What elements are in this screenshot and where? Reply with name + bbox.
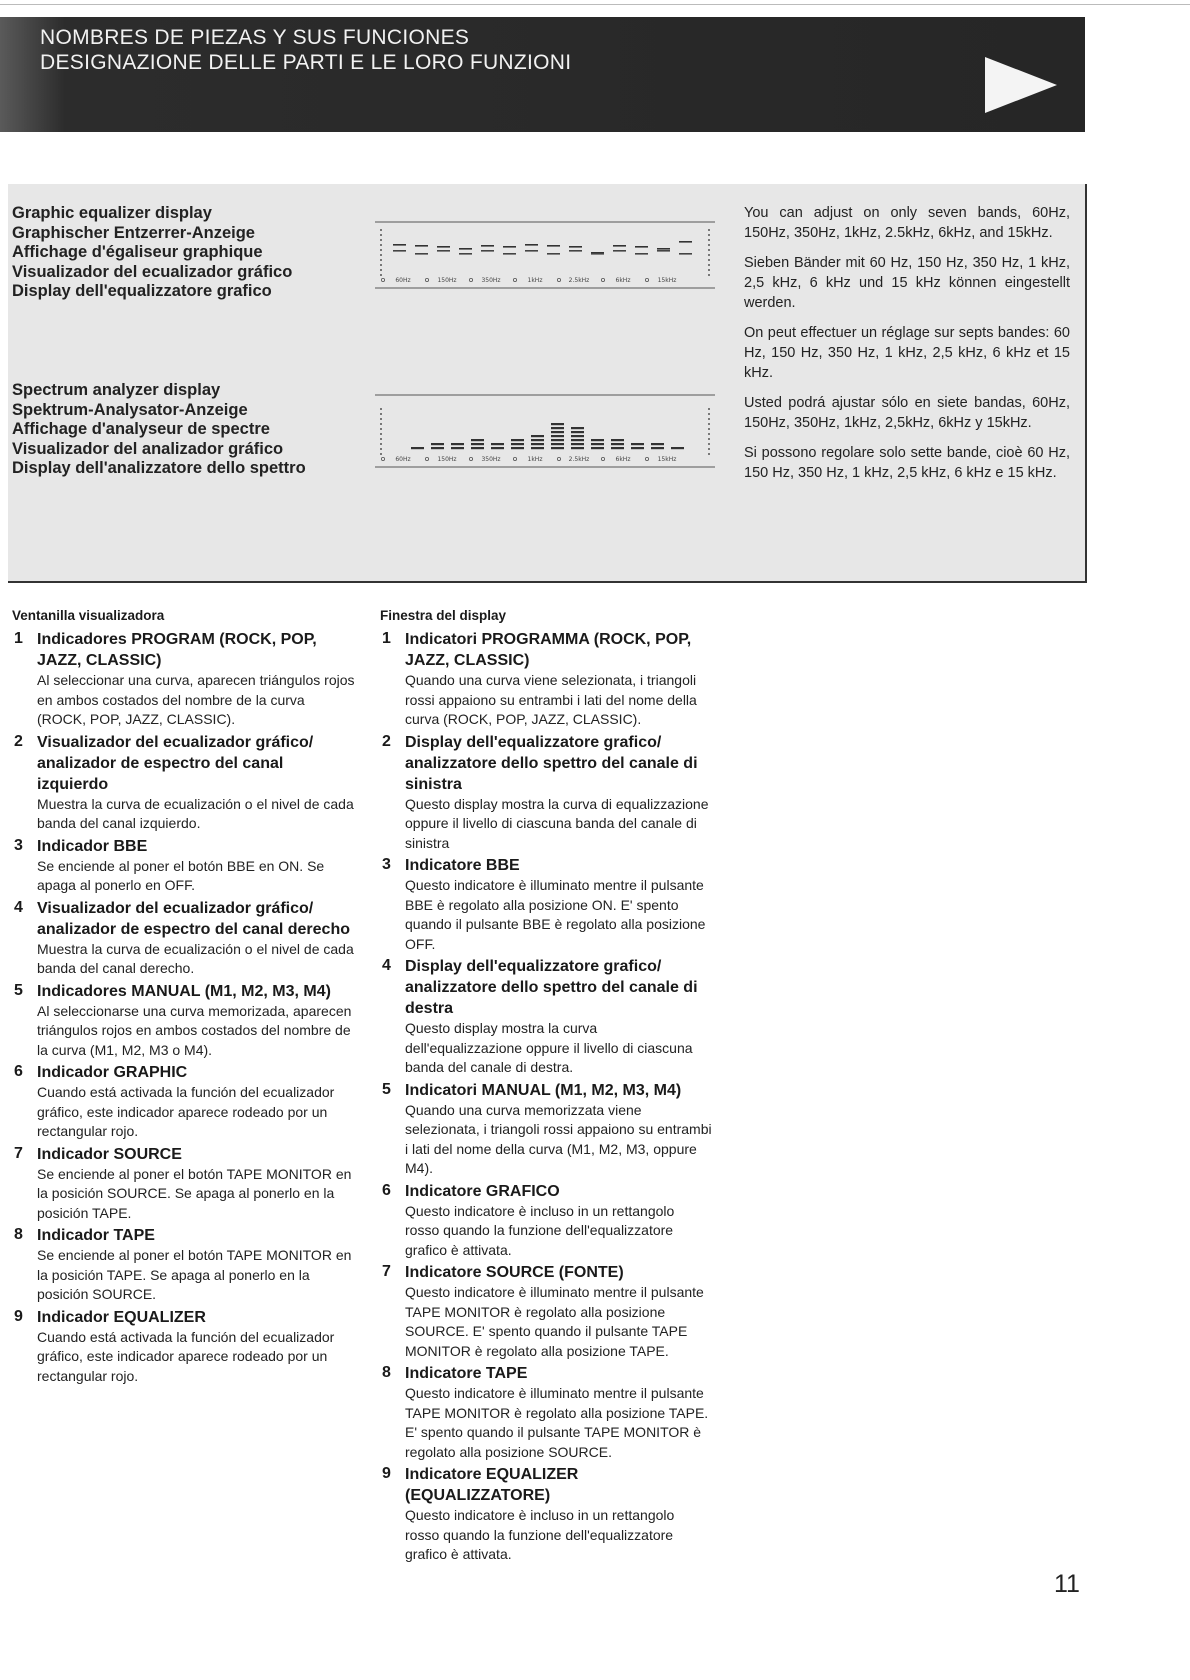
spectrum-segment [471, 439, 484, 441]
item-number: 4 [382, 957, 391, 974]
item-number: 3 [382, 856, 391, 873]
scale-dot [708, 264, 710, 266]
band-label: 350Hz [481, 277, 501, 284]
item-desc: Questo indicatore è incluso in un rettangolo rosso quando la funzione dell'equalizzatore grafico è attivata. [405, 1507, 675, 1562]
scale-dot [380, 443, 382, 445]
scale-dot [708, 249, 710, 251]
item-desc: Questo indicatore è illuminato mentre il pulsante BBE è regolato alla posizione ON. E' spento quando il pulsante BBE è regolato alla posizione OFF. [405, 877, 706, 952]
eq-segment [679, 241, 692, 243]
scale-dot [380, 234, 382, 236]
spectrum-segment [451, 447, 464, 449]
spectrum-segment [511, 447, 524, 449]
label-italian: Display dell'analizzatore dello spettro [12, 459, 306, 477]
list-item [12, 836, 357, 896]
scale-dot [708, 259, 710, 261]
spectrum-segment [571, 443, 584, 445]
eq-segment [547, 253, 560, 255]
spectrum-segment [471, 447, 484, 449]
eq-segment [657, 250, 670, 252]
item-desc: Se enciende al poner el botón BBE en ON. Se apaga al ponerlo en OFF. [37, 857, 325, 893]
band-marker [601, 457, 604, 460]
item-number: 6 [382, 1181, 391, 1199]
scale-dot [708, 423, 710, 425]
eq-segment [635, 246, 648, 248]
scale-dot [380, 254, 382, 256]
band-label: 2.5kHz [568, 277, 590, 284]
band-marker [469, 457, 472, 460]
item-title: Indicador GRAPHIC [37, 1064, 188, 1081]
eq-segment [459, 248, 472, 250]
graphic-equalizer-labels [12, 204, 292, 302]
item-desc: Se enciende al poner el botón TAPE MONITOR en la posición SOURCE. Se apaga al ponerlo en la posición TAPE. [37, 1165, 352, 1221]
scale-dot [380, 239, 382, 241]
band-marker [513, 278, 516, 281]
band-label: 15kHz [657, 456, 677, 463]
list-item [380, 1464, 712, 1565]
item-number: 7 [14, 1144, 23, 1162]
item-title: Indicatore GRAFICO [405, 1182, 560, 1200]
eq-segment [613, 250, 626, 252]
page-title [40, 25, 571, 75]
scale-dot [380, 418, 382, 420]
scale-dot [708, 234, 710, 236]
list-item [12, 629, 357, 730]
band-marker [381, 278, 384, 281]
note-german: Sieben Bänder mit 60 Hz, 150 Hz, 350 Hz, 1 kHz, 2,5 kHz, 6 kHz und 15 kHz können eingestellt werden. [744, 255, 1070, 311]
title-spanish: NOMBRES DE PIEZAS Y SUS FUNCIONES [40, 26, 470, 49]
spectrum-segment [611, 443, 624, 445]
item-number: 1 [382, 630, 391, 647]
item-desc: Quando una curva viene selezionata, i triangoli rossi appaiono su entrambi i lati del nome della curva (ROCK, POP, JAZZ, CLASSIC). [405, 672, 697, 727]
note-french: On peut effectuer un réglage sur septs bandes: 60 Hz, 150 Hz, 350 Hz, 1 kHz, 2,5 kHz, 6 kHz et 15 kHz. [744, 325, 1070, 381]
spectrum-segment [531, 439, 544, 441]
item-title: Visualizador del ecualizador gráfico/ analizador de espectro del canal derecho [37, 899, 350, 938]
section-title: Ventanilla visualizadora [12, 608, 165, 623]
item-number: 9 [382, 1465, 391, 1482]
item-desc: Questo indicatore è incluso in un rettangolo rosso quando la funzione dell'equalizzatore grafico è attivata. [405, 1202, 675, 1258]
item-number: 3 [14, 836, 23, 854]
list-item [12, 1225, 357, 1305]
spectrum-segment [471, 443, 484, 445]
item-title: Indicador EQUALIZER [37, 1308, 206, 1326]
spectrum-segment [671, 447, 684, 449]
item-desc: Questo display mostra la curva di equalizzazione oppure il livello di ciascuna banda del canale di sinistra [405, 795, 709, 851]
spectrum-segment [491, 443, 504, 445]
eq-segment [613, 245, 626, 247]
item-desc: Cuando está activada la función del ecualizador gráfico, este indicador aparece rodeado por un rectangular rojo. [37, 1084, 335, 1139]
band-label: 60Hz [395, 277, 411, 284]
note-spanish: Usted podrá ajustar sólo en siete bandas, 60Hz, 150Hz, 350Hz, 1kHz, 2,5kHz, 6kHz y 15kHz. [744, 395, 1070, 431]
spectrum-segment [571, 427, 584, 429]
label-english: Spectrum analyzer display [12, 381, 221, 399]
spectrum-segment [591, 443, 604, 445]
eq-segment [503, 246, 516, 248]
spectrum-segment [571, 439, 584, 441]
scale-dot [380, 453, 382, 455]
label-spanish: Visualizador del ecualizador gráfico [12, 262, 293, 281]
item-title: Indicatore TAPE [405, 1365, 528, 1382]
band-marker [469, 278, 472, 281]
band-label: 2.5kHz [568, 456, 590, 463]
band-marker [601, 278, 604, 281]
item-number: 6 [14, 1063, 23, 1080]
eq-segment [481, 245, 494, 247]
spectrum-segment [591, 439, 604, 441]
label-french: Affichage d'analyseur de spectre [12, 420, 270, 438]
spectrum-segment [551, 431, 564, 433]
item-title: Indicatore BBE [405, 857, 520, 874]
item-title: Display dell'equalizzatore grafico/ analizzatore dello spettro del canale di destra [405, 958, 698, 1017]
item-number: 8 [382, 1364, 391, 1381]
eq-segment [459, 253, 472, 255]
spectrum-segment [551, 435, 564, 437]
list-item [12, 898, 357, 979]
scale-dot [708, 239, 710, 241]
band-marker [645, 457, 648, 460]
item-title: Indicadores PROGRAM (ROCK, POP, JAZZ, CLASSIC) [37, 631, 317, 669]
list-item [12, 732, 357, 834]
eq-segment [635, 253, 648, 255]
band-label: 350Hz [481, 456, 501, 463]
label-italian: Display dell'equalizzatore grafico [12, 282, 272, 300]
equalizer-illustration [375, 212, 715, 307]
spectrum-segment [571, 431, 584, 433]
spectrum-segment [411, 447, 424, 449]
spectrum-segment [611, 439, 624, 441]
list-item [380, 1181, 712, 1261]
page-number: 11 [1054, 1570, 1080, 1598]
spectrum-segment [491, 447, 504, 449]
band-label: 6kHz [615, 456, 631, 463]
scale-dot [380, 269, 382, 271]
list-item [12, 1144, 357, 1224]
italian-column [380, 607, 712, 1567]
spectrum-segment [551, 443, 564, 445]
section-title: Finestra del display [380, 608, 507, 623]
spectrum-segment [591, 447, 604, 449]
band-label: 150Hz [437, 456, 457, 463]
band-marker [645, 278, 648, 281]
header-banner [0, 17, 1085, 132]
list-item [12, 1062, 357, 1142]
item-title: Indicatori MANUAL (M1, M2, M3, M4) [405, 1081, 682, 1099]
eq-segment [393, 244, 406, 246]
scale-dot [708, 229, 710, 231]
scale-dot [380, 264, 382, 266]
item-title: Display dell'equalizzatore grafico/ analizzatore dello spettro del canale di sinistra [405, 733, 698, 793]
scale-dot [708, 274, 710, 276]
eq-segment [569, 250, 582, 252]
spectrum-analyzer-labels [12, 381, 306, 479]
spectrum-segment [631, 447, 644, 449]
graphic-equalizer-display [375, 212, 715, 307]
scale-dot [708, 413, 710, 415]
scale-dot [380, 428, 382, 430]
scale-dot [380, 249, 382, 251]
scale-dot [380, 274, 382, 276]
spanish-column [12, 607, 357, 1388]
eq-segment [547, 245, 560, 247]
scale-dot [380, 408, 382, 410]
scale-dot [380, 413, 382, 415]
eq-segment [525, 244, 538, 246]
list-item [380, 732, 712, 854]
scale-dot [708, 448, 710, 450]
band-label: 15kHz [657, 277, 677, 284]
item-number: 5 [382, 1080, 391, 1098]
spectrum-segment [611, 447, 624, 449]
band-label: 60Hz [395, 456, 411, 463]
scale-dot [708, 269, 710, 271]
scale-dot [708, 438, 710, 440]
play-arrow-icon [985, 57, 1057, 113]
item-title: Indicadores MANUAL (M1, M2, M3, M4) [37, 982, 331, 1000]
item-number: 5 [14, 981, 23, 999]
spectrum-segment [631, 443, 644, 445]
spectrum-segment [431, 443, 444, 445]
list-item [380, 855, 712, 954]
label-german: Graphischer Entzerrer-Anzeige [12, 223, 255, 242]
spectrum-segment [511, 439, 524, 441]
item-title: Indicatore EQUALIZER (EQUALIZZATORE) [405, 1466, 579, 1504]
spectrum-segment [431, 447, 444, 449]
band-marker [425, 278, 428, 281]
eq-segment [415, 245, 428, 247]
spectrum-segment [571, 447, 584, 449]
item-desc: Quando una curva memorizzata viene selezionata, i triangoli rossi appaiono su entrambi i lati del nome della curva (M1, M2, M3, oppure M4). [405, 1101, 712, 1176]
scale-dot [708, 433, 710, 435]
item-desc: Questo indicatore è illuminato mentre il pulsante TAPE MONITOR è regolato alla posizione TAPE. E' spento quando il pulsante TAPE MONITOR è regolato alla posizione SOURCE. [405, 1385, 709, 1460]
spectrum-segment [571, 435, 584, 437]
scale-dot [380, 259, 382, 261]
item-title: Indicador TAPE [37, 1227, 155, 1244]
spectrum-segment [551, 439, 564, 441]
item-desc: Al seleccionarse una curva memorizada, aparecen triángulos rojos en ambos costados del nombre de la curva (M1, M2, M3 o M4). [37, 1002, 352, 1058]
label-french: Affichage d'égaliseur graphique [12, 243, 263, 261]
spectrum-segment [531, 447, 544, 449]
scale-dot [708, 418, 710, 420]
spectrum-segment [651, 447, 664, 449]
item-number: 1 [14, 630, 23, 647]
scale-dot [708, 453, 710, 455]
spectrum-analyzer-display [375, 391, 715, 486]
eq-segment [569, 246, 582, 248]
label-german: Spektrum-Analysator-Anzeige [12, 400, 248, 419]
spectrum-segment [511, 443, 524, 445]
scale-dot [708, 443, 710, 445]
item-title: Visualizador del ecualizador gráfico/ analizador de espectro del canal izquierdo [37, 733, 314, 793]
item-number: 8 [14, 1226, 23, 1243]
item-number: 9 [14, 1307, 23, 1325]
band-label: 1kHz [527, 277, 543, 284]
scale-dot [380, 229, 382, 231]
eq-segment [679, 253, 692, 255]
eq-segment [437, 246, 450, 248]
band-marker [557, 457, 560, 460]
list-item [12, 1307, 357, 1387]
scale-dot [380, 438, 382, 440]
item-title: Indicador SOURCE [37, 1145, 182, 1163]
eq-segment [525, 250, 538, 252]
band-label: 150Hz [437, 277, 457, 284]
item-number: 2 [382, 732, 391, 750]
spectrum-segment [531, 435, 544, 437]
list-item [12, 981, 357, 1061]
scale-dot [380, 423, 382, 425]
eq-segment [415, 253, 428, 255]
list-item [380, 1080, 712, 1179]
band-label: 6kHz [615, 277, 631, 284]
item-title: Indicatori PROGRAMMA (ROCK, POP, JAZZ, CLASSIC) [405, 631, 692, 669]
spectrum-segment [551, 427, 564, 429]
scale-dot [380, 433, 382, 435]
item-number: 2 [14, 732, 23, 750]
note-english: You can adjust on only seven bands, 60Hz, 150Hz, 350Hz, 1kHz, 2.5kHz, 6kHz, and 15kHz. [744, 205, 1070, 241]
eq-segment [393, 250, 406, 252]
eq-segment [503, 253, 516, 255]
item-desc: Questo display mostra la curva dell'equalizzazione oppure il livello di ciascuna banda del canale di destra. [405, 1020, 693, 1075]
eq-segment [481, 250, 494, 252]
item-desc: Al seleccionar una curva, aparecen triángulos rojos en ambos costados del nombre de la curva (ROCK, POP, JAZZ, CLASSIC). [37, 672, 355, 727]
spectrum-segment [651, 443, 664, 445]
band-marker [557, 278, 560, 281]
item-desc: Muestra la curva de ecualización o el nivel de cada banda del canal izquierdo. [37, 795, 354, 831]
band-marker [381, 457, 384, 460]
list-item [380, 1363, 712, 1462]
item-desc: Muestra la curva de ecualización o el nivel de cada banda del canal derecho. [37, 940, 354, 976]
item-number: 7 [382, 1263, 391, 1280]
spectrum-segment [551, 447, 564, 449]
band-notes [744, 203, 1070, 493]
top-rule [0, 4, 1190, 5]
spectrum-segment [451, 443, 464, 445]
item-desc: Cuando está activada la función del ecualizador gráfico, este indicador aparece rodeado por un rectangular rojo. [37, 1328, 335, 1384]
label-spanish: Visualizador del analizador gráfico [12, 439, 284, 458]
spectrum-segment [551, 423, 564, 425]
title-italian: DESIGNAZIONE DELLE PARTI E LE LORO FUNZIONI [40, 51, 572, 74]
band-marker [425, 457, 428, 460]
note-italian: Si possono regolare solo sette bande, cioè 60 Hz, 150 Hz, 350 Hz, 1 kHz, 2,5 kHz, 6 kHz e 15 kHz. [744, 445, 1070, 481]
band-marker [513, 457, 516, 460]
list-item [380, 1262, 712, 1361]
scale-dot [708, 254, 710, 256]
scale-dot [380, 244, 382, 246]
scale-dot [708, 244, 710, 246]
list-item [380, 629, 712, 730]
eq-segment [657, 248, 670, 250]
item-desc: Questo indicatore è illuminato mentre il pulsante TAPE MONITOR è regolato alla posizione SOURCE. E' spento quando il pulsante TAPE MONITOR è regolato alla posizione TAPE. [405, 1284, 704, 1359]
item-title: Indicador BBE [37, 837, 148, 855]
item-number: 4 [14, 898, 23, 916]
scale-dot [708, 408, 710, 410]
item-title: Indicatore SOURCE (FONTE) [405, 1264, 624, 1281]
spectrum-illustration [375, 391, 715, 486]
list-item [380, 956, 712, 1078]
scale-dot [380, 448, 382, 450]
label-english: Graphic equalizer display [12, 204, 212, 222]
item-desc: Se enciende al poner el botón TAPE MONITOR en la posición TAPE. Se apaga al ponerlo en la posición SOURCE. [37, 1247, 352, 1302]
eq-segment [591, 253, 604, 255]
scale-dot [708, 428, 710, 430]
spectrum-segment [531, 443, 544, 445]
eq-segment [437, 250, 450, 252]
band-label: 1kHz [527, 456, 543, 463]
